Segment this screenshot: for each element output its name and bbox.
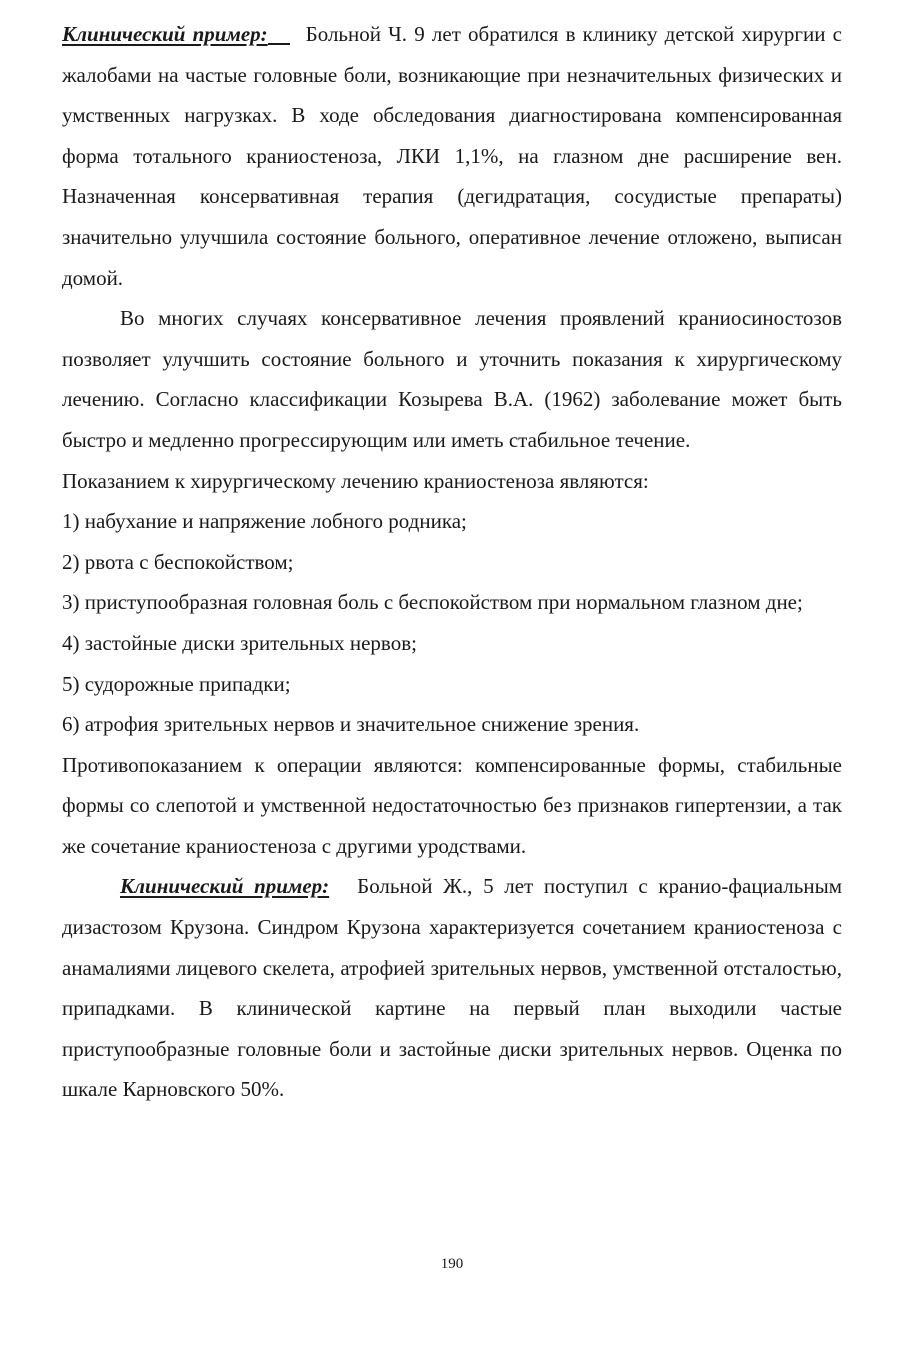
clinical-example-paragraph-1 <box>62 14 842 298</box>
indication-item: 2) рвота с беспокойством; <box>62 549 294 574</box>
body-paragraph: Во многих случаях консервативное лечения проявлений краниосиностозов позволяет улучшить состояние больного и уточнить показания к хирургическому лечению. Согласно классификации Козырева В.А. (1962) заболевание может быть быстро и медленно прогрессирующим или иметь стабильное течение. <box>62 306 842 452</box>
indication-item: 3) приступообразная головная боль с беспокойством при нормальном глазном дне; <box>62 590 803 615</box>
clinical-example-text: Больной Ж., 5 лет поступил с кранио-фациальным дизастозом Крузона. Синдром Крузона характеризуется сочетанием краниостеноза с анамалиями лицевого скелета, атрофией зрительных нервов, умственной отсталостью, припадками. В клинической картине на первый план выходили частые приступообразные головные боли и застойные диски зрительных нервов. Оценка по шкале Карновского 50%. <box>62 874 842 1102</box>
indications-heading: Показанием к хирургическому лечению краниостеноза являются: <box>62 468 649 493</box>
clinical-example-label: Клинический пример: <box>120 874 330 899</box>
clinical-example-paragraph-2 <box>62 866 842 1110</box>
indication-item: 4) застойные диски зрительных нервов; <box>62 630 417 655</box>
indication-item: 5) судорожные припадки; <box>62 671 291 696</box>
clinical-example-text: Больной Ч. 9 лет обратился в клинику детской хирургии с жалобами на частые головные боли, возникающие при незначительных физических и умственных нагрузках. В ходе обследования диагностирована компенсированная форма тотального краниостеноза, ЛКИ 1,1%, на глазном дне расширение вен. Назначенная консервативная терапия (дегидратация, сосудистые препараты) значительно улучшила состояние больного, оперативное лечение отложено, выписан домой. <box>62 22 842 290</box>
indication-item: 1) набухание и напряжение лобного родника; <box>62 509 467 534</box>
contraindications-paragraph: Противопоказанием к операции являются: компенсированные формы, стабильные формы со слепотой и умственной недостаточностью без признаков гипертензии, а так же сочетание краниостеноза с другими уродствами. <box>62 752 842 858</box>
clinical-example-label: Клинический пример: <box>62 22 268 46</box>
label-underline-gap <box>268 43 290 45</box>
indication-item: 6) атрофия зрительных нервов и значительное снижение зрения. <box>62 712 640 737</box>
page-number: 190 <box>440 1256 464 1272</box>
document-page <box>62 14 842 1110</box>
